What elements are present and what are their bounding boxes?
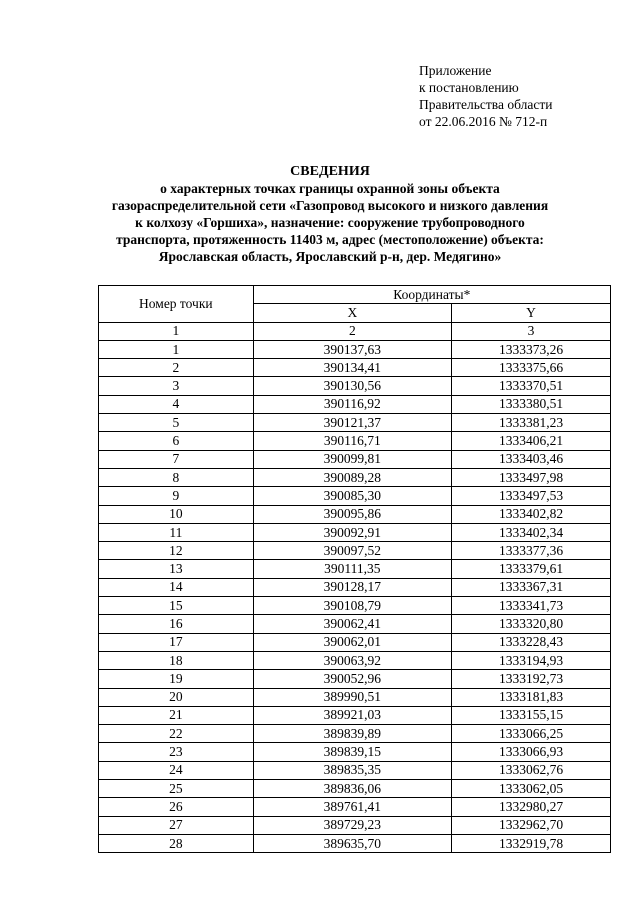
y-coordinate-cell: 1333341,73 <box>452 597 611 615</box>
table-row <box>99 670 611 688</box>
point-number-cell: 18 <box>99 651 254 669</box>
column-number: 2 <box>253 322 451 340</box>
table-row <box>99 395 611 413</box>
x-coordinate-cell: 389729,23 <box>253 816 451 834</box>
y-coordinate-cell: 1333381,23 <box>452 414 611 432</box>
appendix-note <box>419 62 552 130</box>
point-number-cell: 2 <box>99 359 254 377</box>
y-coordinate-cell: 1332919,78 <box>452 834 611 852</box>
table-row <box>99 523 611 541</box>
point-number-cell: 9 <box>99 487 254 505</box>
x-coordinate-cell: 390116,71 <box>253 432 451 450</box>
point-number-cell: 5 <box>99 414 254 432</box>
table-row <box>99 377 611 395</box>
table-row <box>99 450 611 468</box>
x-coordinate-cell: 390137,63 <box>253 340 451 358</box>
point-number-cell: 10 <box>99 505 254 523</box>
y-coordinate-cell: 1332962,70 <box>452 816 611 834</box>
heading-line: Ярославская область, Ярославский р-н, дер. Медягино» <box>158 249 502 264</box>
x-coordinate-cell: 390121,37 <box>253 414 451 432</box>
y-coordinate-cell: 1333370,51 <box>452 377 611 395</box>
y-coordinate-cell: 1333402,82 <box>452 505 611 523</box>
y-coordinate-cell: 1333192,73 <box>452 670 611 688</box>
point-number-cell: 28 <box>99 834 254 852</box>
table-row <box>99 834 611 852</box>
y-coordinate-cell: 1333066,25 <box>452 725 611 743</box>
y-coordinate-cell: 1333181,83 <box>452 688 611 706</box>
y-coordinate-cell: 1333497,98 <box>452 468 611 486</box>
point-number-cell: 15 <box>99 597 254 615</box>
y-coordinate-cell: 1333497,53 <box>452 487 611 505</box>
x-coordinate-cell: 389990,51 <box>253 688 451 706</box>
table-row <box>99 505 611 523</box>
table-row <box>99 688 611 706</box>
table-row <box>99 615 611 633</box>
document-title: СВЕДЕНИЯ <box>290 164 370 179</box>
point-number-cell: 12 <box>99 542 254 560</box>
point-number-cell: 23 <box>99 743 254 761</box>
table-row <box>99 761 611 779</box>
point-number-cell: 14 <box>99 578 254 596</box>
table-row <box>99 743 611 761</box>
point-number-cell: 8 <box>99 468 254 486</box>
x-coordinate-cell: 390085,30 <box>253 487 451 505</box>
table-row <box>99 340 611 358</box>
point-number-cell: 17 <box>99 633 254 651</box>
point-number-cell: 3 <box>99 377 254 395</box>
point-number-cell: 6 <box>99 432 254 450</box>
point-number-cell: 27 <box>99 816 254 834</box>
x-coordinate-cell: 389839,89 <box>253 725 451 743</box>
x-coordinate-cell: 390097,52 <box>253 542 451 560</box>
x-coordinate-cell: 390052,96 <box>253 670 451 688</box>
x-coordinate-cell: 390130,56 <box>253 377 451 395</box>
y-coordinate-cell: 1333194,93 <box>452 651 611 669</box>
x-coordinate-cell: 390116,92 <box>253 395 451 413</box>
point-number-cell: 13 <box>99 560 254 578</box>
y-coordinate-cell: 1333375,66 <box>452 359 611 377</box>
heading-line: газораспределительной сети «Газопровод высокого и низкого давления <box>111 198 549 213</box>
x-coordinate-cell: 390108,79 <box>253 597 451 615</box>
column-number: 3 <box>452 322 611 340</box>
coordinates-table <box>98 285 611 853</box>
x-coordinate-cell: 390062,01 <box>253 633 451 651</box>
x-coordinate-cell: 390063,92 <box>253 651 451 669</box>
point-number-cell: 25 <box>99 780 254 798</box>
appendix-line: от 22.06.2016 № 712-п <box>419 114 548 129</box>
header-coordinates: Координаты* <box>253 286 610 304</box>
x-coordinate-cell: 390111,35 <box>253 560 451 578</box>
x-coordinate-cell: 389921,03 <box>253 706 451 724</box>
y-coordinate-cell: 1333406,21 <box>452 432 611 450</box>
table-row <box>99 432 611 450</box>
table-row <box>99 633 611 651</box>
point-number-cell: 1 <box>99 340 254 358</box>
table-row <box>99 816 611 834</box>
table-row <box>99 359 611 377</box>
y-coordinate-cell: 1333402,34 <box>452 523 611 541</box>
table-row <box>99 780 611 798</box>
point-number-cell: 16 <box>99 615 254 633</box>
y-coordinate-cell: 1333380,51 <box>452 395 611 413</box>
point-number-cell: 4 <box>99 395 254 413</box>
table-row <box>99 487 611 505</box>
y-coordinate-cell: 1332980,27 <box>452 798 611 816</box>
x-coordinate-cell: 390095,86 <box>253 505 451 523</box>
header-point-number: Номер точки <box>99 286 254 323</box>
appendix-line: Приложение <box>419 63 492 78</box>
x-coordinate-cell: 389836,06 <box>253 780 451 798</box>
x-coordinate-cell: 390089,28 <box>253 468 451 486</box>
y-coordinate-cell: 1333403,46 <box>452 450 611 468</box>
x-coordinate-cell: 389835,35 <box>253 761 451 779</box>
y-coordinate-cell: 1333062,76 <box>452 761 611 779</box>
x-coordinate-cell: 390134,41 <box>253 359 451 377</box>
header-y: Y <box>452 304 611 322</box>
x-coordinate-cell: 389839,15 <box>253 743 451 761</box>
point-number-cell: 19 <box>99 670 254 688</box>
table-body <box>99 340 611 852</box>
header-x: X <box>253 304 451 322</box>
table-row <box>99 542 611 560</box>
y-coordinate-cell: 1333367,31 <box>452 578 611 596</box>
table-row <box>99 468 611 486</box>
point-number-cell: 24 <box>99 761 254 779</box>
table-row <box>99 651 611 669</box>
point-number-cell: 20 <box>99 688 254 706</box>
y-coordinate-cell: 1333155,15 <box>452 706 611 724</box>
x-coordinate-cell: 389761,41 <box>253 798 451 816</box>
table-row <box>99 560 611 578</box>
table-row <box>99 597 611 615</box>
document-heading <box>60 163 600 265</box>
point-number-cell: 7 <box>99 450 254 468</box>
x-coordinate-cell: 390062,41 <box>253 615 451 633</box>
y-coordinate-cell: 1333377,36 <box>452 542 611 560</box>
y-coordinate-cell: 1333062,05 <box>452 780 611 798</box>
point-number-cell: 11 <box>99 523 254 541</box>
column-number: 1 <box>99 322 254 340</box>
heading-line: к колхозу «Горшиха», назначение: сооружение трубопроводного <box>135 215 525 230</box>
y-coordinate-cell: 1333066,93 <box>452 743 611 761</box>
y-coordinate-cell: 1333228,43 <box>452 633 611 651</box>
x-coordinate-cell: 390099,81 <box>253 450 451 468</box>
x-coordinate-cell: 389635,70 <box>253 834 451 852</box>
table-row <box>99 725 611 743</box>
y-coordinate-cell: 1333320,80 <box>452 615 611 633</box>
y-coordinate-cell: 1333379,61 <box>452 560 611 578</box>
heading-line: о характерных точках границы охранной зоны объекта <box>160 181 500 196</box>
point-number-cell: 21 <box>99 706 254 724</box>
table-row <box>99 798 611 816</box>
heading-line: транспорта, протяженность 11403 м, адрес (местоположение) объекта: <box>116 232 544 247</box>
table-row <box>99 706 611 724</box>
point-number-cell: 22 <box>99 725 254 743</box>
x-coordinate-cell: 390092,91 <box>253 523 451 541</box>
appendix-line: к постановлению <box>419 80 519 95</box>
appendix-line: Правительства области <box>419 97 553 112</box>
x-coordinate-cell: 390128,17 <box>253 578 451 596</box>
table-row <box>99 578 611 596</box>
point-number-cell: 26 <box>99 798 254 816</box>
table-row <box>99 414 611 432</box>
y-coordinate-cell: 1333373,26 <box>452 340 611 358</box>
